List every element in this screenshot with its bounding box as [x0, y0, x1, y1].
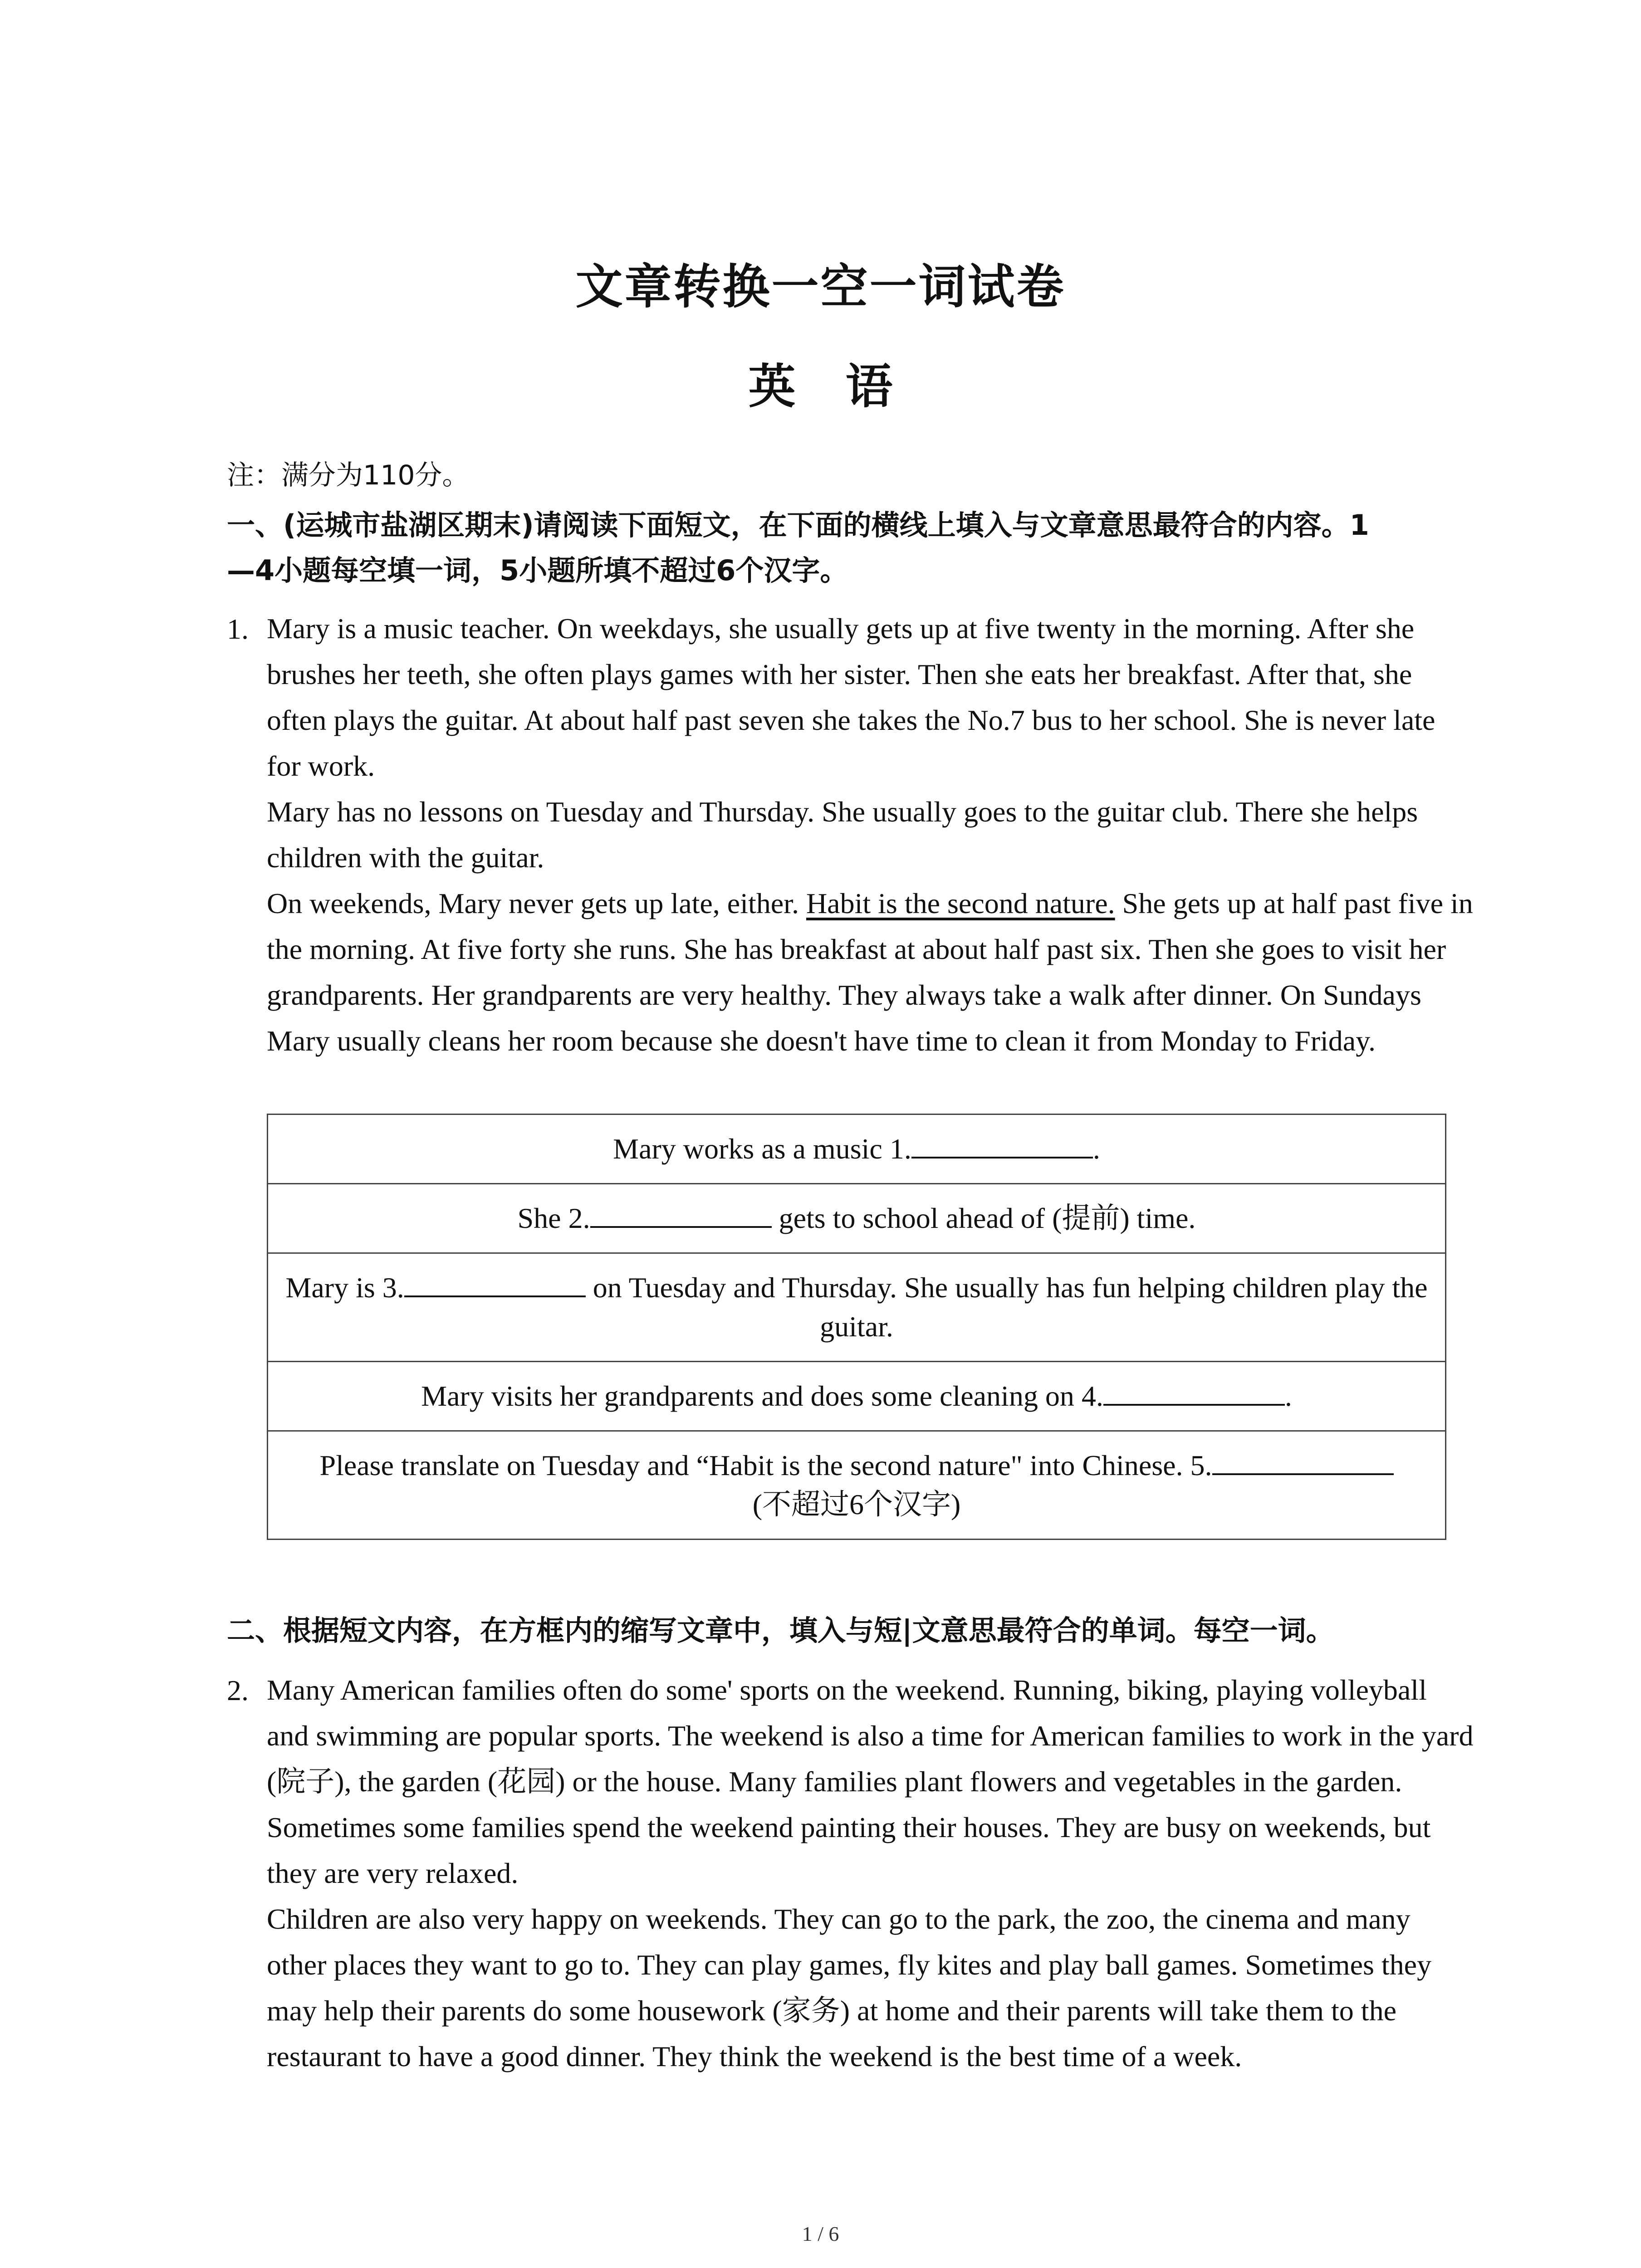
question-number-1: 1. [227, 613, 249, 645]
underlined-phrase: Habit is the second nature. [806, 887, 1115, 919]
cell-text: . [1092, 1133, 1100, 1165]
table-cell [268, 1184, 1446, 1253]
para3-text-after: She gets up at half past five in the morning. At five forty she runs. She has breakfast at about half past six. Then she goes to visit her grandparents. Her grandparents are very healthy. They always take a walk after dinner. On Sundays Mary usually cleans her room because she doesn't have time to clean it from Monday to Friday. [267, 887, 1473, 1057]
cell-text: . [1284, 1380, 1292, 1412]
cell-text: She 2. [517, 1202, 590, 1234]
cell-text: Mary is 3. [285, 1271, 404, 1304]
blank-1[interactable] [911, 1129, 1093, 1158]
section1-heading [227, 503, 1452, 593]
page-title: 文章转换一空一词试卷 [575, 259, 1066, 314]
cell-text: gets to school ahead of (提前) time. [771, 1202, 1196, 1234]
passage-1 [267, 606, 1474, 1064]
section1-heading-line2: —4小题每空填一词，5小题所填不超过6个汉字。 [227, 554, 848, 587]
passage-2 [267, 1667, 1474, 2079]
blank-5[interactable] [1212, 1446, 1394, 1475]
table-row [268, 1362, 1446, 1431]
passage2-paragraph: Many American families often do some' sports on the weekend. Running, biking, playing volleyball and swimming are popular sports. The weekend is also a time for American families to work in the yard (院子), the garden (花园) or the house. Many families plant flowers and vegetables in the garden. Sometimes some families spend the weekend painting their houses. They are busy on weekends, but they are very relaxed. [267, 1674, 1474, 1889]
table-cell [268, 1114, 1446, 1184]
table-cell [268, 1253, 1446, 1362]
blank-3[interactable] [404, 1268, 586, 1297]
section2-heading: 二、根据短文内容，在方框内的缩写文章中，填入与短|文意思最符合的单词。每空一词。 [227, 1614, 1334, 1647]
cell-text: Mary visits her grandparents and does some cleaning on 4. [421, 1380, 1103, 1412]
table-row [268, 1114, 1446, 1184]
table-row [268, 1253, 1446, 1362]
blank-2[interactable] [590, 1199, 772, 1228]
cell-text: Please translate on Tuesday and “Habit is the second nature" into Chinese. 5. [319, 1449, 1212, 1481]
table-cell [268, 1362, 1446, 1431]
passage1-paragraph [267, 880, 1474, 1064]
blank-4[interactable] [1103, 1377, 1285, 1406]
passage1-paragraph: Mary is a music teacher. On weekdays, she usually gets up at five twenty in the morning. After she brushes her teeth, she often plays games with her sister. Then she eats her breakfast. After that, she often plays the guitar. At about half past seven she takes the No.7 bus to her school. She is never late for work. [267, 612, 1435, 782]
question-number-2: 2. [227, 1674, 249, 1706]
cell-text: on Tuesday and Thursday. She usually has fun helping children play the guitar. [585, 1271, 1428, 1343]
subject-title: 英语 [748, 358, 943, 414]
table-cell [268, 1431, 1446, 1540]
score-note: 注：满分为110分。 [227, 459, 470, 491]
passage2-paragraph: Children are also very happy on weekends. They can go to the park, the zoo, the cinema and many other places they want to go to. They can play games, fly kites and play ball games. Sometimes they may help their parents do some housework (家务) at home and their parents will take them to the restaurant to have a good dinner. They think the weekend is the best time of a week. [267, 1903, 1432, 2072]
cell-note: (不超过6个汉字) [752, 1488, 961, 1520]
passage1-paragraph: Mary has no lessons on Tuesday and Thursday. She usually goes to the guitar club. There she helps children with the guitar. [267, 796, 1418, 874]
page-number: 1 / 6 [802, 2222, 839, 2245]
section1-heading-line1: 一、(运城市盐湖区期末)请阅读下面短文，在下面的横线上填入与文章意思最符合的内容。1 [227, 508, 1369, 542]
table-row [268, 1184, 1446, 1253]
para3-text-before: On weekends, Mary never gets up late, either. [267, 887, 806, 919]
cell-text: Mary works as a music 1. [613, 1133, 911, 1165]
summary-table [267, 1114, 1446, 1540]
table-row [268, 1431, 1446, 1540]
